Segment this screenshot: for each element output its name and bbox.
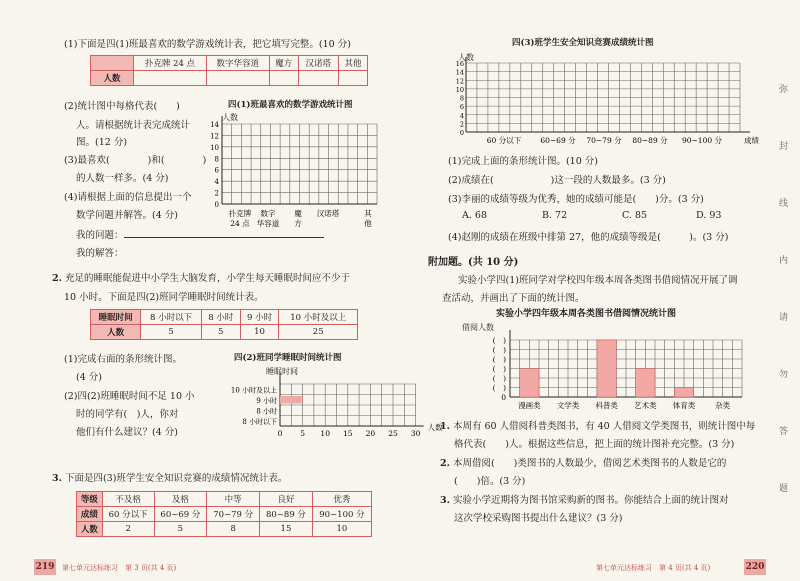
r-q3b: 这次学校采购图书提出什么建议？(3 分) (454, 513, 623, 524)
r-part3: (3)李丽的成绩等级为优秀，她的成绩可能是( )分。(3 分) (448, 194, 704, 205)
chart3-category-label: 60~69 分 (540, 136, 576, 145)
q1-part4b: 数学问题并解答。(4 分) (76, 210, 178, 221)
my-question-label: 我的问题： (76, 230, 124, 241)
chart2-ylabel: 睡眠时间 (266, 367, 298, 376)
q3-a5: 90~100 分 (312, 507, 371, 522)
chart4-bar (520, 369, 539, 398)
chart4-ytick-blank: ( ) (492, 374, 506, 383)
r-opt-c[interactable]: C. 85 (622, 210, 648, 221)
q3-text-span: 下面是四(3)班学生安全知识竞赛的成绩情况统计表。 (64, 473, 288, 484)
q2-r1: 5 (141, 325, 202, 340)
q1-col-3: 汉诺塔 (298, 56, 338, 71)
chart3-category-label: 60 分以下 (486, 136, 522, 145)
chart2-category-label: 8 小时 (256, 407, 277, 416)
q3-h4: 良好 (260, 492, 313, 507)
side-6: 答 (779, 427, 789, 437)
q1-part3a: (3)最喜欢( )和( ) (64, 155, 207, 166)
chart1-category-label: 华容道 (256, 219, 280, 228)
r-opt-d[interactable]: D. 93 (696, 210, 722, 221)
chart2-category-label: 10 小时及以上 (230, 386, 277, 395)
q3-h5: 优秀 (312, 492, 371, 507)
r-q3a-span: 实验小学近期将为图书馆采购新的图书。你能结合上面的统计图对 (452, 495, 729, 506)
chart4-ytick-blank: ( ) (492, 364, 506, 374)
chart1-category-label: 他 (364, 219, 372, 228)
q2-r4: 25 (279, 325, 358, 340)
q3-b2: 5 (154, 522, 207, 537)
q3-a4: 80~89 分 (260, 507, 313, 522)
r-q2-num: 2. (440, 458, 450, 469)
r-opt-a[interactable]: A. 68 (462, 210, 487, 221)
chart3-category-label: 80~89 分 (632, 136, 668, 145)
chart1-category-label: 方 (294, 219, 302, 228)
r-q2a (440, 455, 726, 469)
chart1-category-label: 魔 (294, 209, 302, 218)
q3-a1: 60 分以下 (102, 507, 154, 522)
q2-h2: 8 小时 (201, 310, 240, 325)
q3-text (52, 470, 287, 484)
r-q1-num: 1. (440, 421, 450, 432)
chart3-title: 四(3)班学生安全知识竞赛成绩统计图 (512, 38, 654, 48)
chart1-category-label: 汉诺塔 (316, 209, 340, 218)
chart2-title: 四(2)班同学睡眠时间统计图 (234, 353, 342, 363)
chart1-ytick-label: 2 (214, 189, 219, 198)
chart3-ytick-label: 0 (459, 129, 464, 137)
chart4-category-label: 漫画类 (518, 401, 541, 410)
chart2-category-label: 9 小时 (256, 396, 277, 405)
chart3-ytick-label: 14 (455, 68, 464, 77)
chart3-ytick-label: 6 (459, 103, 464, 112)
chart2-xtick-label: 30 (410, 429, 421, 438)
q1-col-1: 数字华容道 (206, 56, 269, 71)
right-footer: 第七单元达标练习 第 4 页(共 4 页) (596, 564, 711, 572)
chart2-xtick-label: 20 (365, 429, 376, 438)
q3-h0: 等级 (77, 492, 103, 507)
r-part1: (1)完成上面的条形统计图。(10 分) (448, 156, 598, 167)
chart4-ytick-blank: ( ) (492, 383, 506, 393)
chart1-title: 四(1)班最喜欢的数学游戏统计图 (228, 100, 353, 110)
chart2-xtick-label: 25 (388, 429, 398, 438)
chart2-xlabel: 人数 (427, 423, 443, 432)
chart4-category-label: 科普类 (595, 401, 618, 410)
q2-h4: 10 小时及以上 (279, 310, 358, 325)
q1-part1: (1)下面是四(1)班最喜欢的数学游戏统计表，把它填写完整。(10 分) (64, 39, 351, 50)
chart4-title: 实验小学四年级本周各类图书借阅情况统计图 (496, 309, 677, 319)
chart1-ytick-label: 4 (214, 178, 219, 187)
left-footer: 第七单元达标练习 第 3 页(共 4 页) (62, 564, 177, 572)
q3-h1: 不及格 (102, 492, 154, 507)
q2-part1b: (4 分) (76, 372, 102, 383)
chart4-ytick-label: 0 (501, 393, 506, 402)
q2-text2: 10 小时。下面是四(2)班同学睡眠时间统计表。 (64, 292, 264, 303)
r-q1a-span: 本周有 60 人借阅科普类图书，有 40 人借阅文学类图书，则统计图中每 (452, 421, 756, 432)
q2-h1: 8 小时以下 (141, 310, 202, 325)
chart1-ytick-label: 10 (210, 143, 219, 152)
chart4-category-label: 体育类 (672, 401, 696, 410)
right-page-number: 220 (744, 559, 766, 575)
chart4-bar (636, 369, 655, 398)
chart4-ylabel: 借阅人数 (462, 323, 494, 332)
chart2-category-label: 8 小时以下 (242, 417, 277, 426)
r-part2: (2)成绩在( )这一段的人数最多。(3 分) (448, 175, 666, 186)
side-5: 勿 (779, 370, 789, 380)
chart1-category-label: 其 (364, 209, 372, 218)
side-7: 题 (779, 484, 789, 494)
chart1-category-label: 数字 (260, 209, 276, 218)
q2-part2a: (2)四(2)班睡眠时间不足 10 小 (64, 391, 195, 402)
chart2-xtick-label: 0 (277, 429, 283, 438)
chart4-ytick-blank: ( ) (492, 336, 506, 345)
q1-col-4: 其他 (338, 56, 367, 71)
q2-table (90, 309, 358, 340)
q2-r3: 10 (240, 325, 279, 340)
chart3-ylabel: 人数 (458, 53, 474, 62)
q3-table (76, 491, 372, 537)
q1-col-0: 扑克牌 24 点 (134, 56, 207, 71)
chart3-ytick-label: 16 (455, 60, 464, 68)
chart1-category-label: 24 点 (230, 219, 250, 228)
chart1-category-label: 扑克牌 (228, 209, 252, 218)
extra-text2: 查活动，并画出了下面的统计图。 (442, 293, 585, 304)
q2-text1 (52, 270, 350, 284)
r-q1b: 格代表( )人。根据这些信息，把上面的统计图补充完整。(3 分) (454, 439, 735, 450)
chart3-ytick-label: 4 (459, 111, 464, 120)
q3-b3: 8 (207, 522, 260, 537)
r-q3a (440, 492, 728, 506)
chart4-category-label: 文学类 (556, 401, 580, 410)
q3-h3: 中等 (207, 492, 260, 507)
q2-num: 2. (52, 273, 62, 284)
q3-a2: 60~69 分 (154, 507, 207, 522)
q2-part2b: 时的同学有( )人，你对 (76, 409, 179, 420)
chart4-bar (674, 388, 693, 398)
chart4-bar (597, 340, 616, 397)
side-1: 封 (779, 142, 789, 152)
q2-h0: 睡眠时间 (91, 310, 141, 325)
extra-title: 附加题。(共 10 分) (428, 257, 519, 268)
left-page-number: 219 (34, 559, 56, 575)
chart2-bar (280, 396, 303, 404)
side-3: 内 (779, 256, 789, 266)
chart3-ytick-label: 12 (455, 77, 464, 86)
q1-part4a: (4)请根据上面的信息提出一个 (64, 192, 192, 203)
q2-part1: (1)完成右面的条形统计图。 (64, 354, 182, 365)
q2-r2: 5 (201, 325, 240, 340)
chart4-ytick-blank: ( ) (492, 345, 506, 355)
side-0: 弥 (779, 85, 789, 95)
chart3-category-label: 70~79 分 (586, 136, 622, 145)
r-q3-num: 3. (440, 495, 450, 506)
chart3-xlabel: 成绩 (744, 136, 759, 145)
q2-h3: 9 小时 (240, 310, 279, 325)
q1-part2c: 图。(12 分) (76, 137, 128, 148)
q3-b4: 15 (260, 522, 313, 537)
q3-b1: 2 (102, 522, 154, 537)
q3-a3: 70~79 分 (207, 507, 260, 522)
chart4-category-label: 艺术类 (634, 401, 657, 410)
r-q2a-span: 本周借阅( )类图书的人数最少，借阅艺术类图书的人数是它的 (452, 458, 727, 469)
chart2-xtick-label: 10 (320, 429, 330, 438)
chart1-ytick-label: 12 (210, 132, 219, 141)
side-4: 请 (779, 313, 789, 323)
chart2-xtick-label: 15 (343, 429, 353, 438)
q3-h2: 及格 (154, 492, 207, 507)
chart1-ylabel: 人数 (222, 113, 238, 122)
chart1-ytick-label: 14 (210, 121, 219, 129)
q3-num: 3. (52, 473, 62, 484)
r-part4: (4)赵刚的成绩在班级中排第 27，他的成绩等级是( )。(3 分) (448, 232, 729, 243)
chart1-ytick-label: 6 (214, 166, 219, 175)
q1-my-answer: 我的解答： (76, 248, 124, 259)
side-2: 线 (779, 199, 789, 209)
q2-text1-span: 充足的睡眠能促进中小学生大脑发育，小学生每天睡眠时间应不少于 (64, 273, 350, 284)
chart1-ytick-label: 0 (214, 201, 219, 209)
r-q1a (440, 418, 755, 432)
q1-part2b: 人。请根据统计表完成统计 (76, 120, 191, 131)
q2-r0: 人数 (91, 325, 141, 340)
q1-part2: (2)统计图中每格代表( ) (64, 101, 180, 112)
q1-col-2: 魔方 (269, 56, 298, 71)
q1-part3b: 的人数一样多。(4 分) (76, 173, 169, 184)
chart3-ytick-label: 10 (455, 85, 464, 94)
chart3-category-label: 90~100 分 (681, 136, 723, 145)
q3-b5: 10 (312, 522, 371, 537)
r-q2b: ( )倍。(3 分) (454, 476, 526, 487)
q3-a0: 成绩 (77, 507, 103, 522)
r-opt-b[interactable]: B. 72 (542, 210, 568, 221)
q2-part2c: 他们有什么建议？(4 分) (76, 427, 178, 438)
chart3-ytick-label: 2 (459, 120, 464, 129)
chart3-ytick-label: 8 (459, 94, 464, 103)
chart4-ytick-blank: ( ) (492, 355, 506, 364)
extra-text1: 实验小学四(1)班同学对学校四年级本周各类图书借阅情况开展了调 (458, 275, 738, 286)
chart2-xtick-label: 5 (300, 429, 305, 438)
chart1-ytick-label: 8 (214, 155, 219, 164)
q1-row-label: 人数 (91, 71, 134, 86)
q3-b0: 人数 (77, 522, 103, 537)
chart4-category-label: 杂类 (715, 401, 731, 410)
